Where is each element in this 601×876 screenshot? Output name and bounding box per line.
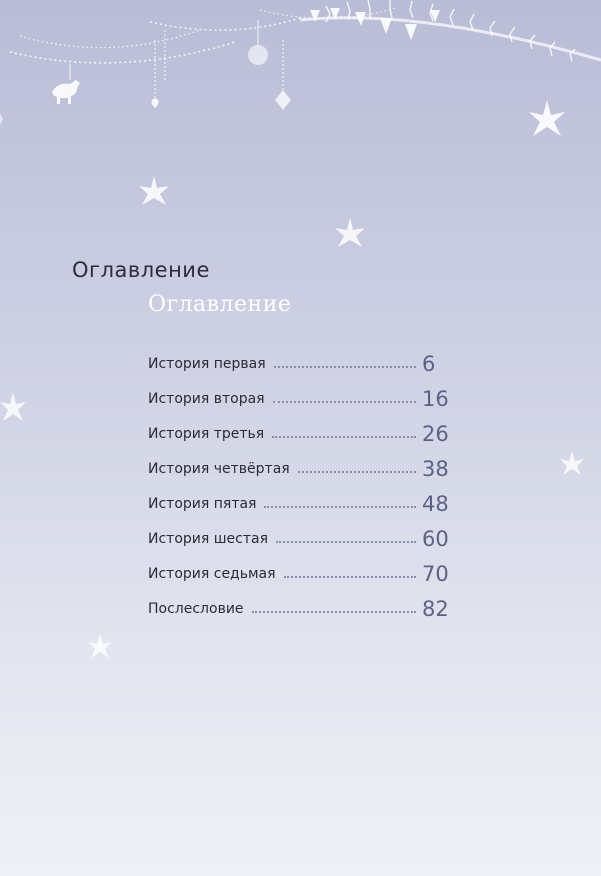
toc-dot-leader [276,541,416,543]
toc-dot-leader [274,366,416,368]
toc-label: Послесловие [148,601,244,617]
star-icon [0,110,10,128]
toc-label: История третья [148,426,265,442]
page-title: Оглавление [72,258,210,282]
star-icon [527,98,567,142]
toc-dot-leader [264,506,416,508]
toc-row[interactable] [148,447,460,482]
star-icon [137,174,171,210]
toc-dot-leader [284,576,416,578]
toc-row[interactable] [148,517,460,552]
toc-page-number: 82 [422,597,449,621]
toc-page-number: 16 [422,387,449,411]
toc-dot-leader [298,471,416,473]
toc-page-number: 6 [422,352,436,376]
toc-dot-leader [273,401,416,403]
toc-row[interactable] [148,587,460,622]
star-icon [333,216,367,252]
toc-label: История четвёртая [148,461,290,477]
toc-row[interactable] [148,377,460,412]
toc-page-number: 38 [422,457,449,481]
toc-page-number: 48 [422,492,449,516]
toc-dot-leader [252,611,416,613]
toc-row[interactable] [148,412,460,447]
star-icon [86,632,114,662]
garland-decoration [0,0,601,140]
toc-page-number: 60 [422,527,449,551]
toc-label: История вторая [148,391,265,407]
toc-page-number: 26 [422,422,449,446]
toc-page-number: 70 [422,562,449,586]
toc-label: История пятая [148,496,257,512]
toc-row[interactable] [148,552,460,587]
toc-label: История седьмая [148,566,276,582]
toc-row[interactable] [148,482,460,517]
star-icon [558,449,586,479]
table-of-contents [148,342,460,622]
toc-row[interactable] [148,342,460,377]
toc-dot-leader [272,436,416,438]
star-icon [0,390,26,426]
toc-label: История шестая [148,531,269,547]
toc-label: История первая [148,356,266,372]
page-title-echo: Оглавление [148,292,292,317]
